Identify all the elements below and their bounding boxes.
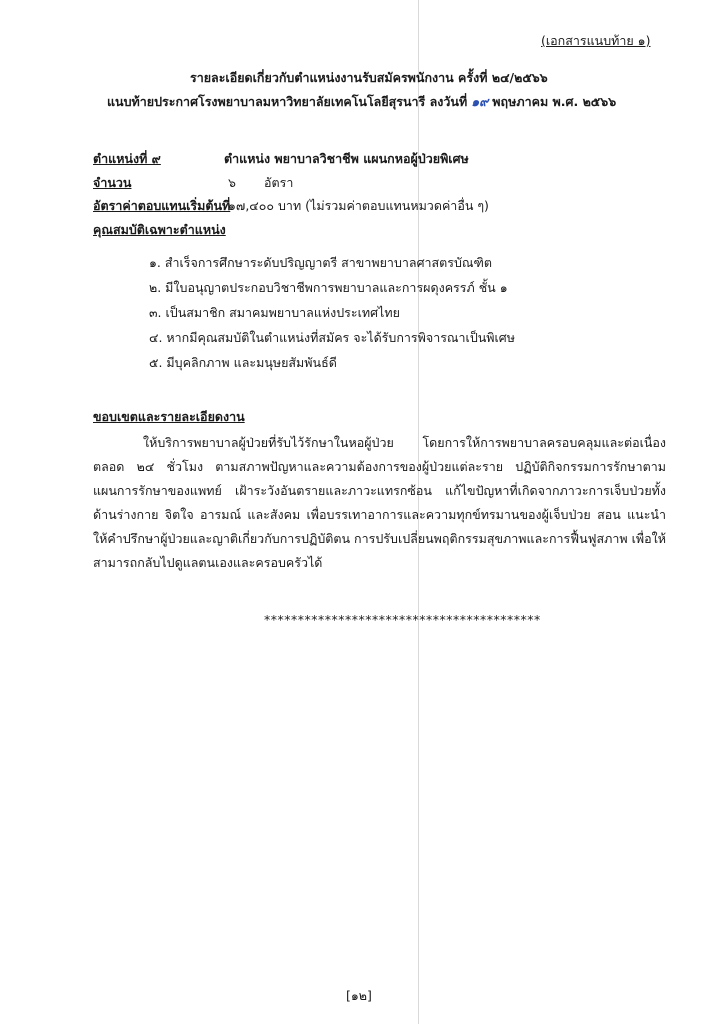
annex-label: (เอกสารแนบท้าย ๑) [541,33,651,48]
qualification-item: ๑. สำเร็จการศึกษาระดับปริญญาตรี สาขาพยาบาลศาสตรบัณฑิต [149,255,493,270]
qualification-item: ๔. หากมีคุณสมบัติในตำแหน่งที่สมัคร จะได้รับการพิจารณาเป็นพิเศษ [149,330,515,345]
qualification-item: ๓. เป็นสมาชิก สมาคมพยาบาลแห่งประเทศไทย [149,305,400,320]
quantity-label: จำนวน [93,175,132,190]
subtitle-prefix: แนบท้ายประกาศโรงพยาบาลมหาวิทยาลัยเทคโนโลยีสุรนารี ลงวันที่ [107,94,468,109]
quantity-unit: อัตรา [264,175,294,190]
separator-line: ***************************************** [264,612,541,627]
qualification-item: ๒. มีใบอนุญาตประกอบวิชาชีพการพยาบาลและการผดุงครรภ์ ชั้น ๑ [149,280,508,295]
subtitle-suffix: พฤษภาคม พ.ศ. ๒๕๖๖ [492,94,617,109]
scope-heading: ขอบเขตและรายละเอียดงาน [93,409,245,424]
salary-label: อัตราค่าตอบแทนเริ่มต้นที่ [93,198,231,213]
handwritten-date: ๑๙ [471,94,489,109]
document-subtitle [107,94,616,110]
qualification-item: ๕. มีบุคลิกภาพ และมนุษยสัมพันธ์ดี [149,355,337,370]
position-value: ตำแหน่ง พยาบาลวิชาชีพ แผนกหอผู้ป่วยพิเศษ [224,151,469,166]
position-label: ตำแหน่งที่ ๙ [93,151,161,166]
page-number: [๑๒] [346,988,372,1003]
salary-value: ๑๗,๔๐๐ บาท (ไม่รวมค่าตอบแทนหมวดค่าอื่น ๆ) [228,198,489,213]
qualifications-heading: คุณสมบัติเฉพาะตำแหน่ง [93,222,226,237]
scope-description: ให้บริการพยาบาลผู้ป่วยที่รับไว้รักษาในหอผู้ป่วย โดยการให้การพยาบาลครอบคลุมและต่อเนื่องตลอด ๒๔ ชั่วโมง ตามสภาพปัญหาและความต้องการของผู้ป่วยแต่ละราย ปฏิบัติกิจกรรมการรักษาตามแผนการรักษาของแพทย์ เฝ้าระวังอันตรายและภาวะแทรกซ้อน แก้ไขปัญหาที่เกิดจากภาวะการเจ็บป่วยทั้งด้านร่างกาย จิตใจ อารมณ์ และสังคม เพื่อบรรเทาอาการและความทุกข์ทรมานของผู้เจ็บป่วย สอน แนะนำ ให้คำปรึกษาผู้ป่วยและญาติเกี่ยวกับการปฏิบัติตน การปรับเปลี่ยนพฤติกรรมสุขภาพและการฟื้นฟูสภาพ เพื่อให้สามารถกลับไปดูแลตนเองและครอบครัวได้ [93,435,666,570]
document-title: รายละเอียดเกี่ยวกับตำแหน่งงานรับสมัครพนักงาน ครั้งที่ ๒๔/๒๕๖๖ [190,70,548,85]
quantity-count: ๖ [228,175,236,190]
